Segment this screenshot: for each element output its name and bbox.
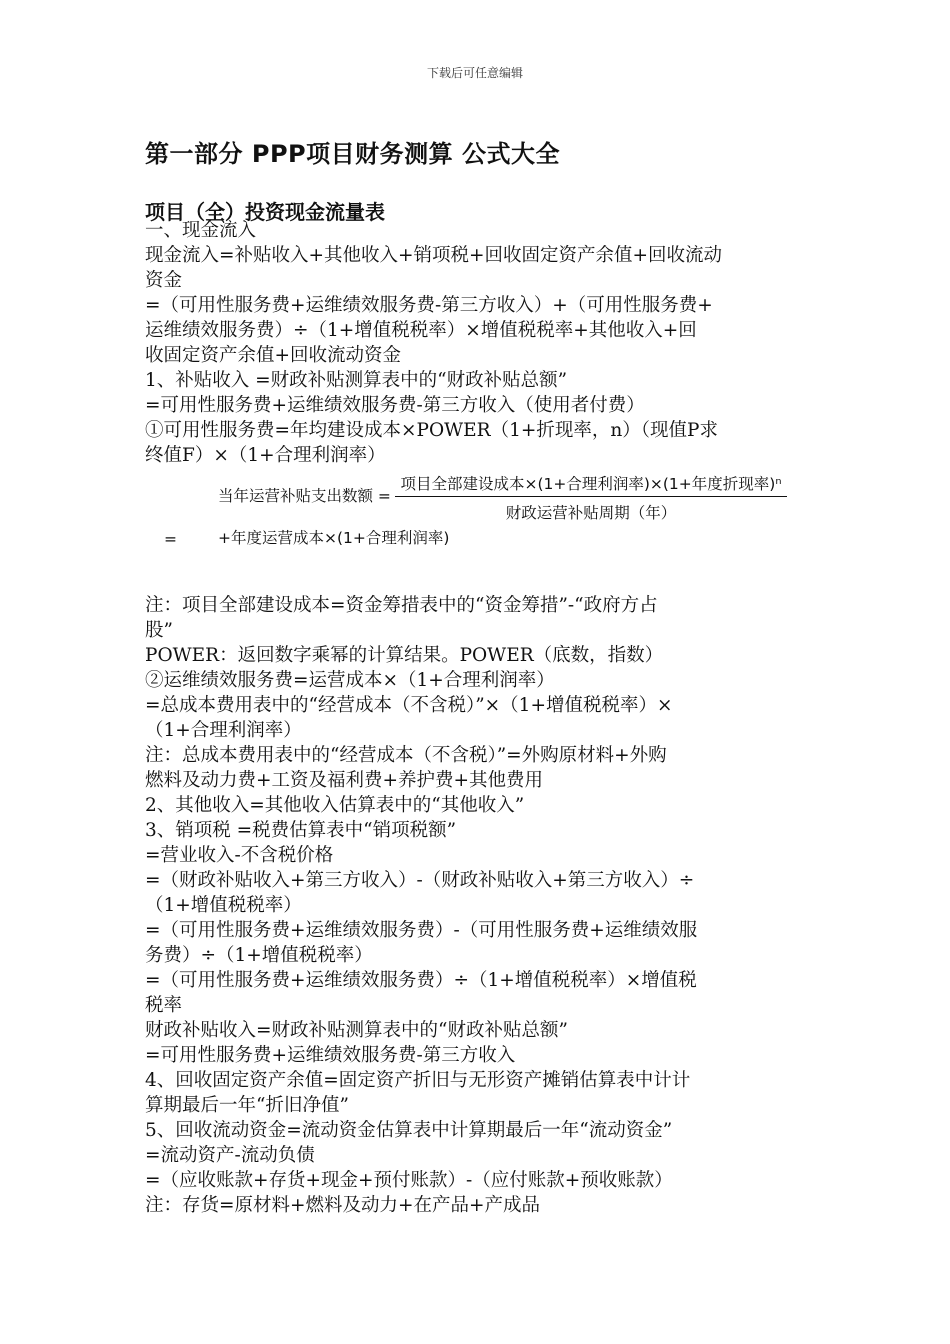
text-line: 燃料及动力费+工资及福利费+养护费+其他费用 <box>145 770 544 791</box>
text-line: 2、其他收入=其他收入估算表中的“其他收入” <box>145 795 525 816</box>
text-line: 一、现金流入 <box>145 220 257 241</box>
text-line: =（可用性服务费+运维绩效服务费）÷（1+增值税税率）×增值税 <box>145 970 697 991</box>
text-line: 注：总成本费用表中的“经营成本（不含税）”=外购原材料+外购 <box>145 745 667 766</box>
text-line: 现金流入=补贴收入+其他收入+销项税+回收固定资产余值+回收流动 <box>145 245 723 266</box>
text-line: 税率 <box>145 995 183 1016</box>
formula-label: 当年运营补贴支出数额 = <box>218 487 391 505</box>
text-line: =营业收入-不含税价格 <box>145 845 334 866</box>
text-line: 算期最后一年“折旧净值” <box>145 1095 349 1116</box>
text-line: 注：存货=原材料+燃料及动力+在产品+产成品 <box>145 1195 541 1216</box>
text-line: ②运维绩效服务费=运营成本×（1+合理利润率） <box>145 670 555 691</box>
body-text-block-b <box>145 593 810 1218</box>
formula-denominator: 财政运营补贴周期（年） <box>505 504 677 522</box>
page-header: 下载后可任意编辑 <box>426 66 523 80</box>
text-line: =流动资产-流动负债 <box>145 1145 315 1166</box>
formula-fraction <box>395 472 787 523</box>
text-line: =（应收账款+存货+现金+预付账款）-（应付账款+预收账款） <box>145 1170 673 1191</box>
text-line: 4、回收固定资产余值=固定资产折旧与无形资产摊销估算表中计计 <box>145 1070 691 1091</box>
formula-second-line: +年度运营成本×(1+合理利润率) <box>218 529 450 547</box>
text-line: =可用性服务费+运维绩效服务费-第三方收入（使用者付费） <box>145 395 645 416</box>
text-line: 3、销项税 =税费估算表中“销项税额” <box>145 820 457 841</box>
text-line: 运维绩效服务费）÷（1+增值税税率）×增值税税率+其他收入+回 <box>145 320 697 341</box>
body-text-block-a <box>145 218 810 468</box>
text-line: 务费）÷（1+增值税税率） <box>145 945 373 966</box>
text-line: =（可用性服务费+运维绩效服务费）-（可用性服务费+运维绩效服 <box>145 920 698 941</box>
document-title: 第一部分 PPP项目财务测算 公式大全 <box>145 140 560 168</box>
text-line: =可用性服务费+运维绩效服务费-第三方收入 <box>145 1045 516 1066</box>
text-line: （1+合理利润率） <box>145 720 302 741</box>
text-line: =总成本费用表中的“经营成本（不含税）”×（1+增值税税率）× <box>145 695 673 716</box>
text-line: 资金 <box>145 270 183 291</box>
text-line: 收固定资产余值+回收流动资金 <box>145 345 402 366</box>
text-line: （1+增值税税率） <box>145 895 302 916</box>
text-line: 财政补贴收入=财政补贴测算表中的“财政补贴总额” <box>145 1020 568 1041</box>
text-line: 股” <box>145 620 173 641</box>
text-line: POWER：返回数字乘幂的计算结果。POWER（底数，指数） <box>145 645 664 666</box>
text-line: =（财政补贴收入+第三方收入）-（财政补贴收入+第三方收入）÷ <box>145 870 695 891</box>
text-line: 1、补贴收入 =财政补贴测算表中的“财政补贴总额” <box>145 370 568 391</box>
formula-numerator: 项目全部建设成本×(1+合理利润率)×(1+年度折现率)ⁿ <box>400 475 782 493</box>
section-title: 项目（全）投资现金流量表 <box>145 200 385 224</box>
text-line: 5、回收流动资金=流动资金估算表中计算期最后一年“流动资金” <box>145 1120 673 1141</box>
text-line: 终值F）×（1+合理利润率） <box>145 445 386 466</box>
text-line: 注：项目全部建设成本=资金筹措表中的“资金筹措”-“政府方占 <box>145 595 658 616</box>
text-line: ①可用性服务费=年均建设成本×POWER（1+折现率，n）（现值P求 <box>145 420 718 441</box>
formula-equals: = <box>164 530 177 548</box>
text-line: =（可用性服务费+运维绩效服务费-第三方收入）+（可用性服务费+ <box>145 295 713 316</box>
